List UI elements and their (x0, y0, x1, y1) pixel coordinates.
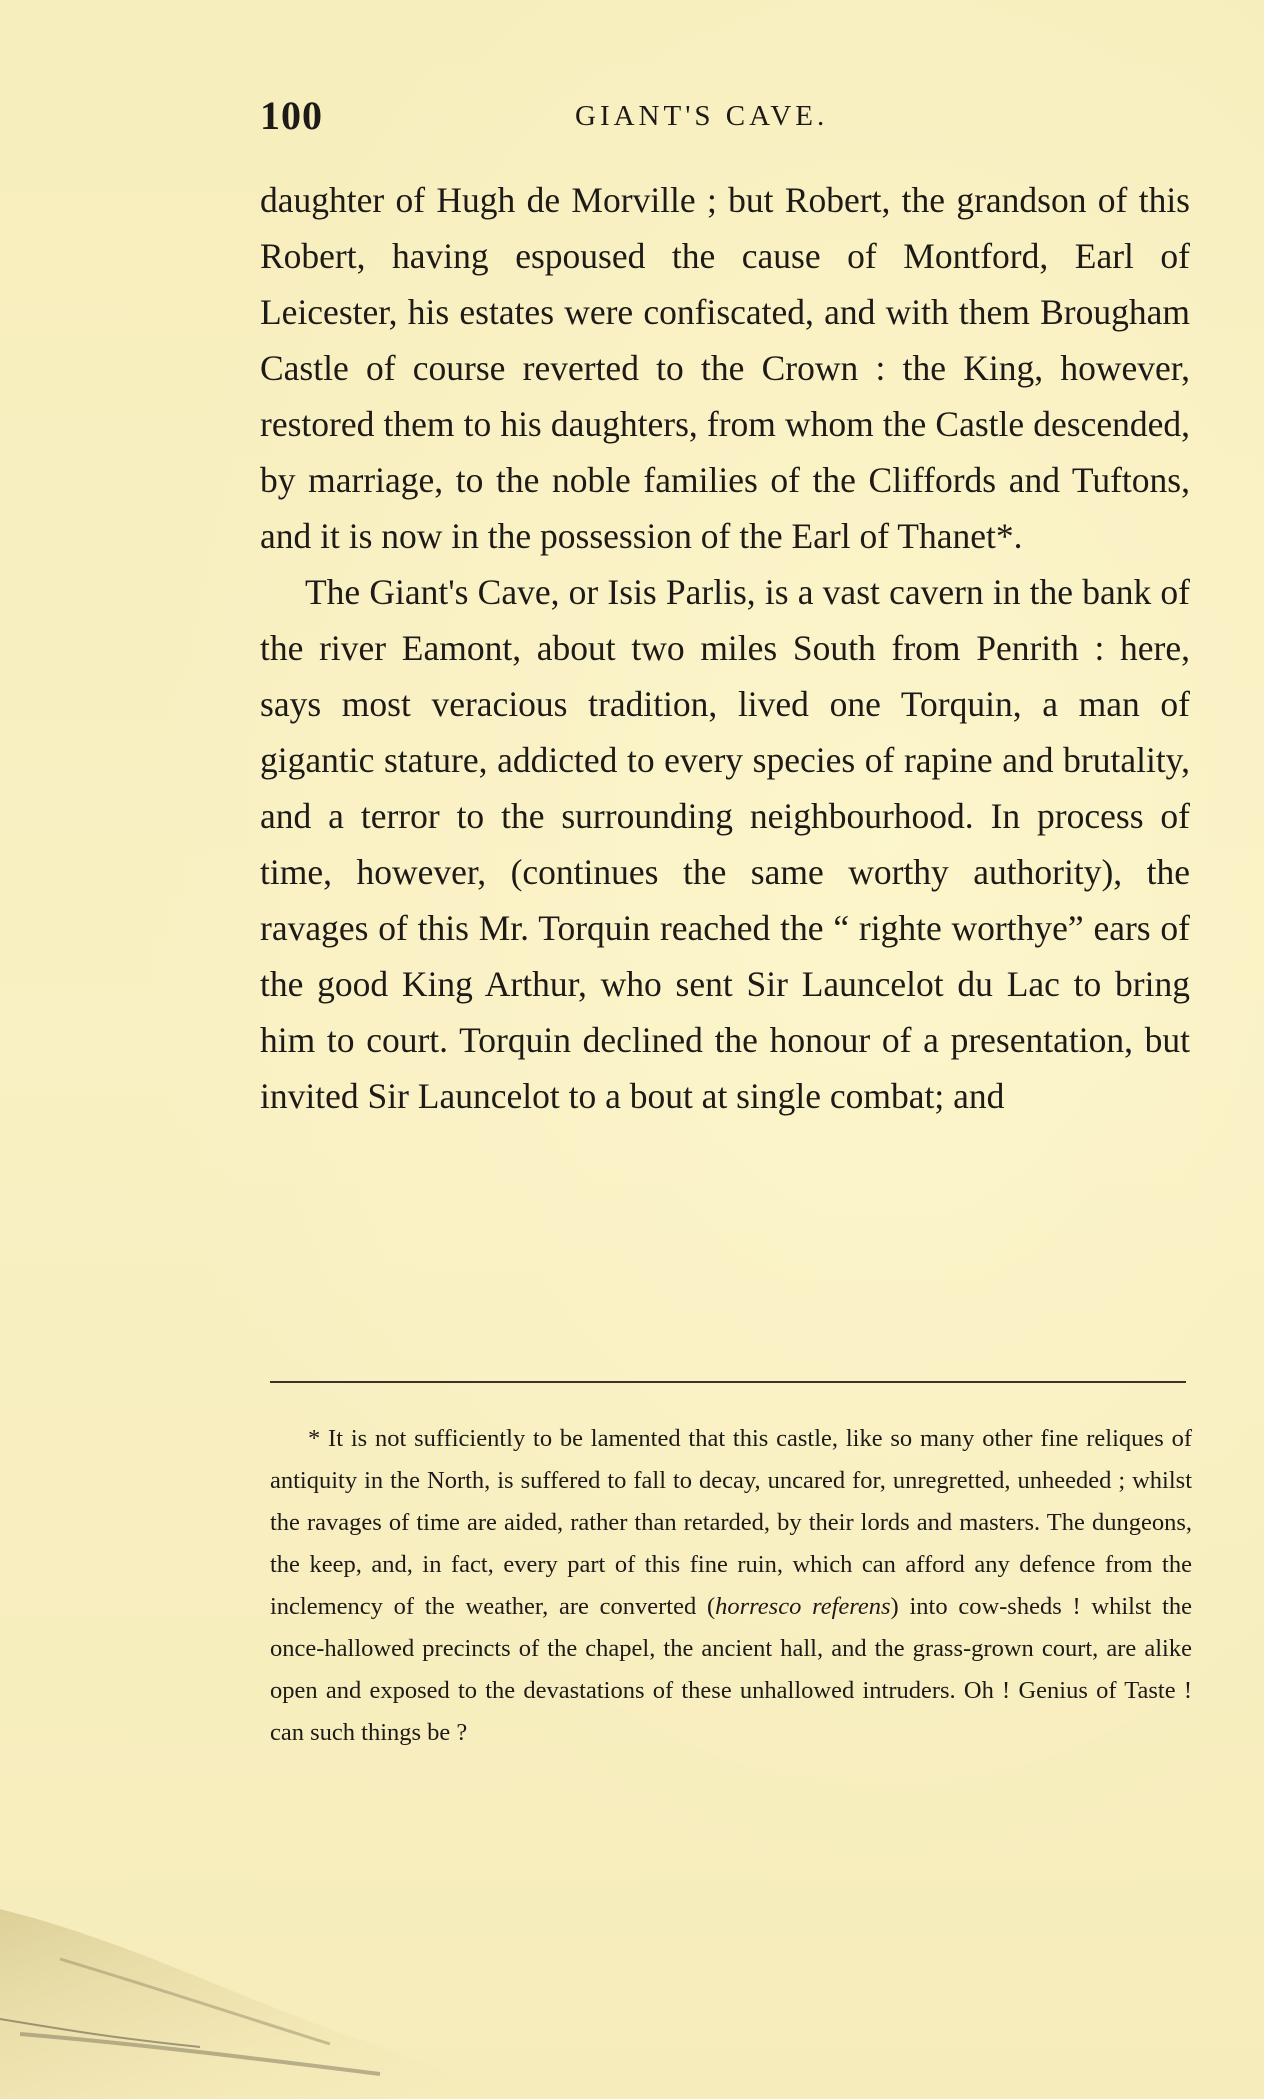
paragraph-continued: daughter of Hugh de Morville ; but Robert, the grandson of this Robert, having espoused the cause of Montford, Earl of Leicester, his estates were confiscated, and with them Brougham Castle of course reverted to the Crown : the King, however, restored them to his daughters, from whom the Castle descended, by marriage, to the noble families of the Cliffords and Tuftons, and it is now in the possession of the Earl of Thanet*. (260, 180, 1190, 556)
footnote (270, 1418, 1192, 1754)
footnote-text-start: * It is not sufficiently to be lamented that this castle, like so many other fine reliques of antiquity in the North, is suffered to fall to decay, uncared for, unregretted, unheeded ; whilst the ravages of time are aided, rather than retarded, by their lords and masters. The dungeons, the keep, and, in fact, every part of this fine ruin, which can afford any defence from the inclemency of the weather, are converted ( (270, 1425, 1192, 1620)
page-fold-shadow (0, 1869, 560, 2099)
page-number: 100 (260, 93, 323, 138)
footnote-text-end: ) into cow-sheds ! whilst the once-hallowed precincts of the chapel, the ancient hall, and the grass-grown court, are alike open and exposed to the devastations of these unhallowed intruders. Oh ! Genius of Taste ! can such things be ? (270, 1593, 1192, 1746)
paragraph-giants-cave: The Giant's Cave, or Isis Parlis, is a vast cavern in the bank of the river Eamont, about two miles South from Penrith : here, says most veracious tradition, lived one Torquin, a man of gigantic stature, addicted to every species of rapine and brutality, and a terror to the surrounding neighbourhood. In process of time, however, (continues the same worthy authority), the ravages of this Mr. Torquin reached the “ righte worthye” ears of the good King Arthur, who sent Sir Launcelot du Lac to bring him to court. Torquin declined the honour of a presentation, but invited Sir Launcelot to a bout at single combat; and (260, 572, 1190, 1116)
page-header (260, 92, 1190, 142)
running-title: GIANT'S CAVE. (575, 100, 829, 132)
footnote-italic-phrase: horresco referens (715, 1593, 891, 1620)
footnote-rule (270, 1381, 1186, 1383)
body-text (260, 172, 1190, 1124)
